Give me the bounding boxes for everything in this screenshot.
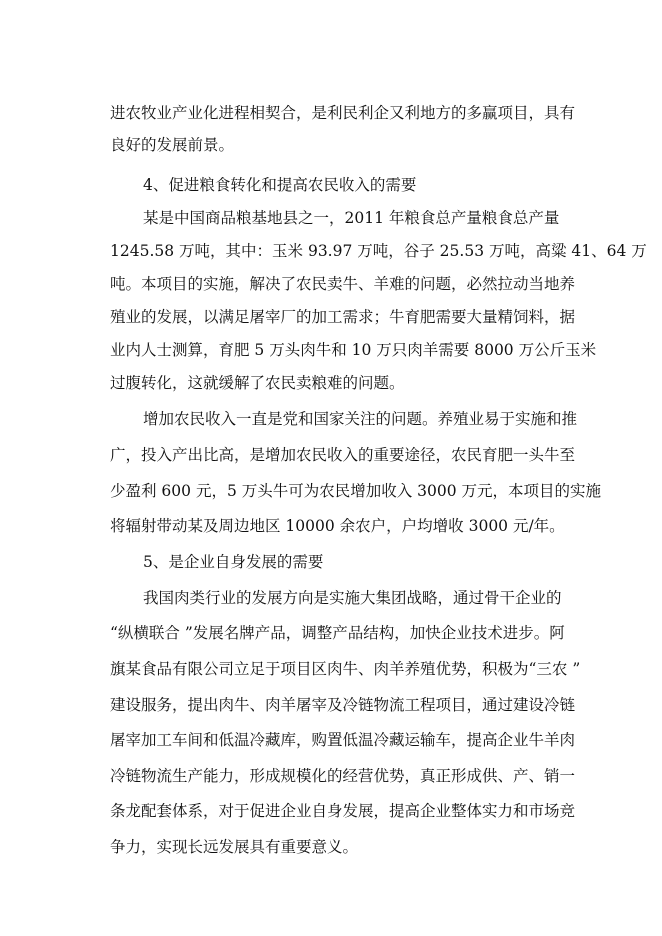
body-text-line: 1245.58 万吨，其中：玉米 93.97 万吨，谷子 25.53 万吨，高粱 41、64 万: [110, 242, 647, 260]
body-text-line: 建设服务，提出肉牛、肉羊屠宰及冷链物流工程项目，通过建设冷链: [110, 696, 576, 714]
body-text-line: 过腹转化，这就缓解了农民卖粮难的问题。: [110, 374, 405, 392]
body-text-line: 业内人士测算，育肥 5 万头肉牛和 10 万只肉羊需要 8000 万公斤玉米: [110, 341, 597, 359]
body-text-line: 旗某食品有限公司立足于项目区肉牛、肉羊养殖优势，积极为“三农 ”: [110, 660, 581, 678]
body-text-line: 屠宰加工车间和低温冷藏库，购置低温冷藏运输车，提高企业牛羊肉: [110, 731, 576, 749]
body-text-line: 冷链物流生产能力，形成规模化的经营优势，真正形成供、产、销一: [110, 767, 576, 785]
section-heading-4: 4、促进粮食转化和提高农民收入的需要: [143, 176, 417, 194]
body-text-line: 条龙配套体系，对于促进企业自身发展，提高企业整体实力和市场竞: [110, 802, 576, 820]
body-text-line: 吨。本项目的实施，解决了农民卖牛、羊难的问题，必然拉动当地养: [110, 275, 576, 293]
body-text-line: 殖业的发展，以满足屠宰厂的加工需求；牛育肥需要大量精饲料，据: [110, 308, 576, 326]
body-text-line: 争力，实现长远发展具有重要意义。: [110, 838, 359, 856]
body-text-line: “纵横联合 ”发展名牌产品，调整产品结构，加快企业技术进步。阿: [110, 624, 565, 642]
body-text-line: 良好的发展前景。: [110, 136, 235, 154]
body-text-line: 进农牧业产业化进程相契合，是利民利企又利地方的多赢项目，具有: [110, 104, 576, 122]
body-text-line: 广，投入产出比高，是增加农民收入的重要途径，农民育肥一头牛至: [110, 446, 576, 464]
body-text-line: 少盈利 600 元，5 万头牛可为农民增加收入 3000 万元，本项目的实施: [110, 482, 602, 500]
body-text-line: 增加农民收入一直是党和国家关注的问题。养殖业易于实施和推: [143, 410, 578, 428]
body-text-line: 某是中国商品粮基地县之一，2011 年粮食总产量粮食总产量: [143, 209, 560, 227]
section-heading-5: 5、是企业自身发展的需要: [143, 553, 324, 571]
body-text-line: 我国肉类行业的发展方向是实施大集团战略，通过骨干企业的: [143, 589, 562, 607]
body-text-line: 将辐射带动某及周边地区 10000 余农户，户均增收 3000 元/年。: [110, 517, 565, 535]
